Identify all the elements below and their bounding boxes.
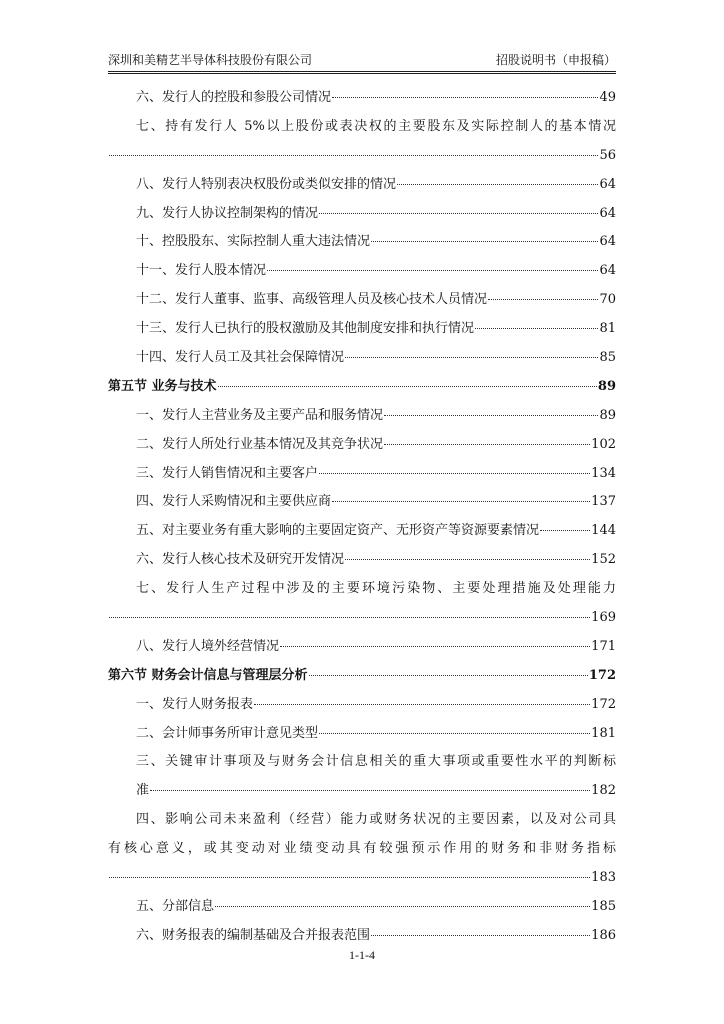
toc-leader-dots (488, 299, 598, 300)
toc-leader-dots (280, 646, 590, 647)
toc-entry-page: 169 (591, 610, 616, 626)
toc-entry-title: 九、发行人协议控制架构的情况 (136, 205, 319, 221)
toc-entry[interactable] (108, 142, 616, 171)
toc-entry[interactable] (108, 488, 616, 517)
toc-leader-dots (332, 97, 598, 98)
toc-entry[interactable] (108, 633, 616, 662)
toc-entry[interactable] (108, 748, 616, 777)
toc-entry[interactable] (108, 228, 616, 257)
toc-leader-dots (332, 501, 590, 502)
toc-entry-title: 二、会计师事务所审计意见类型 (136, 725, 319, 741)
toc-leader-dots (345, 357, 598, 358)
toc-entry-title: 一、发行人财务报表 (136, 696, 254, 712)
toc-entry[interactable] (108, 315, 616, 344)
toc-leader-dots (540, 530, 590, 531)
toc-entry[interactable] (108, 517, 616, 546)
toc-entry-title: 六、发行人的控股和参股公司情况 (136, 90, 332, 105)
toc-entry[interactable] (108, 893, 616, 922)
toc-entry[interactable] (108, 604, 616, 633)
toc-entry[interactable] (108, 806, 616, 835)
toc-leader-dots (319, 733, 590, 734)
toc-leader-dots (475, 328, 598, 329)
toc-entry-page: 185 (591, 898, 616, 914)
toc-leader-dots (218, 386, 597, 387)
toc-entry-page: 89 (599, 407, 616, 423)
toc-entry[interactable] (108, 402, 616, 431)
toc-entry-page: 64 (599, 205, 616, 221)
toc-entry-title: 八、发行人境外经营情况 (136, 638, 280, 654)
toc-entry-title: 八、发行人特别表决权股份或类似安排的情况 (136, 176, 397, 192)
toc-leader-dots (371, 241, 598, 242)
toc-entry[interactable] (108, 691, 616, 720)
toc-entry[interactable] (108, 171, 616, 200)
toc-entry-page: 134 (591, 465, 616, 481)
toc-leader-dots (397, 184, 598, 185)
toc-entry[interactable] (108, 720, 616, 749)
toc-entry-title: 二、发行人所处行业基本情况及其竞争状况 (136, 436, 384, 452)
page-header (108, 50, 616, 70)
table-of-contents (108, 84, 616, 951)
toc-entry-page: 64 (599, 263, 616, 279)
header-rule (108, 71, 616, 74)
toc-entry-title: 六、财务报表的编制基础及合并报表范围 (136, 927, 371, 943)
toc-entry[interactable] (108, 344, 616, 373)
toc-entry-page: 64 (599, 234, 616, 250)
toc-entry[interactable] (108, 257, 616, 286)
toc-entry[interactable] (108, 460, 616, 489)
toc-entry-page: 102 (591, 436, 616, 452)
toc-entry-page: 181 (591, 725, 616, 741)
toc-entry-title: 有核心意义，或其变动对业绩变动具有较强预示作用的财务和非财务指标 (108, 841, 616, 857)
toc-entry-page: 89 (597, 378, 616, 394)
toc-entry-title: 三、发行人销售情况和主要客户 (136, 465, 319, 481)
toc-entry-page: 144 (591, 523, 616, 539)
toc-entry[interactable] (108, 777, 616, 806)
toc-entry[interactable] (108, 84, 616, 113)
toc-leader-dots (345, 559, 590, 560)
toc-entry[interactable] (108, 431, 616, 460)
toc-entry[interactable] (108, 200, 616, 229)
toc-entry[interactable] (108, 546, 616, 575)
toc-entry[interactable] (108, 864, 616, 893)
toc-entry-title: 十四、发行人员工及其社会保障情况 (136, 350, 345, 366)
toc-leader-dots (384, 415, 598, 416)
toc-leader-dots (254, 704, 590, 705)
toc-entry-page: 186 (591, 927, 616, 943)
toc-entry-title: 七、持有发行人 5%以上股份或表决权的主要股东及实际控制人的基本情况 (136, 118, 616, 134)
toc-entry-page: 182 (591, 783, 616, 799)
toc-entry-page: 171 (591, 638, 616, 654)
toc-entry-title: 十二、发行人董事、监事、高级管理人员及核心技术人员情况 (136, 292, 488, 308)
toc-leader-dots (319, 473, 590, 474)
toc-entry[interactable] (108, 922, 616, 951)
header-company: 深圳和美精艺半导体科技股份有限公司 (108, 53, 313, 67)
toc-entry[interactable] (108, 113, 616, 142)
toc-entry-title: 四、发行人采购情况和主要供应商 (136, 494, 332, 510)
toc-entry[interactable] (108, 835, 616, 864)
page-number: 1-1-4 (349, 948, 375, 962)
toc-section[interactable] (108, 373, 616, 402)
toc-entry-title: 第五节 业务与技术 (108, 378, 217, 394)
toc-entry[interactable] (108, 575, 616, 604)
header-doc-type: 招股说明书（申报稿） (495, 53, 616, 67)
toc-entry-title: 准 (136, 783, 150, 799)
toc-entry[interactable] (108, 286, 616, 315)
toc-entry-title: 第六节 财务会计信息与管理层分析 (108, 667, 308, 683)
toc-entry-title: 六、发行人核心技术及研究开发情况 (136, 552, 345, 568)
toc-entry-title: 三、关键审计事项及与财务会计信息相关的重大事项或重要性水平的判断标 (136, 754, 616, 770)
toc-leader-dots (109, 155, 598, 156)
toc-entry-title: 一、发行人主营业务及主要产品和服务情况 (136, 407, 384, 423)
toc-entry-title: 十一、发行人股本情况 (136, 263, 267, 279)
toc-entry-title: 四、影响公司未来盈利（经营）能力或财务状况的主要因素，以及对公司具 (136, 812, 616, 828)
toc-entry-page: 70 (599, 292, 616, 308)
toc-leader-dots (215, 906, 590, 907)
toc-entry-page: 183 (591, 870, 616, 886)
toc-entry-title: 五、对主要业务有重大影响的主要固定资产、无形资产等资源要素情况 (136, 523, 540, 539)
toc-entry-page: 56 (599, 147, 616, 163)
toc-entry-page: 172 (591, 696, 616, 712)
toc-leader-dots (150, 790, 590, 791)
toc-leader-dots (109, 877, 590, 878)
toc-entry-title: 十、控股股东、实际控制人重大违法情况 (136, 234, 371, 250)
toc-section[interactable] (108, 662, 616, 691)
toc-entry-page: 172 (588, 667, 616, 683)
toc-entry-title: 十三、发行人已执行的股权激励及其他制度安排和执行情况 (136, 321, 475, 337)
toc-entry-page: 64 (599, 176, 616, 192)
toc-entry-title: 七、发行人生产过程中涉及的主要环境污染物、主要处理措施及处理能力 (136, 581, 616, 597)
toc-leader-dots (319, 213, 598, 214)
toc-entry-page: 81 (599, 321, 616, 337)
toc-leader-dots (309, 675, 588, 676)
toc-entry-page: 152 (591, 552, 616, 568)
toc-entry-title: 五、分部信息 (136, 898, 215, 914)
toc-leader-dots (109, 617, 590, 618)
toc-entry-page: 49 (599, 90, 616, 105)
toc-leader-dots (384, 444, 590, 445)
toc-leader-dots (371, 935, 590, 936)
toc-entry-page: 137 (591, 494, 616, 510)
toc-entry-page: 85 (599, 350, 616, 366)
toc-leader-dots (267, 270, 598, 271)
